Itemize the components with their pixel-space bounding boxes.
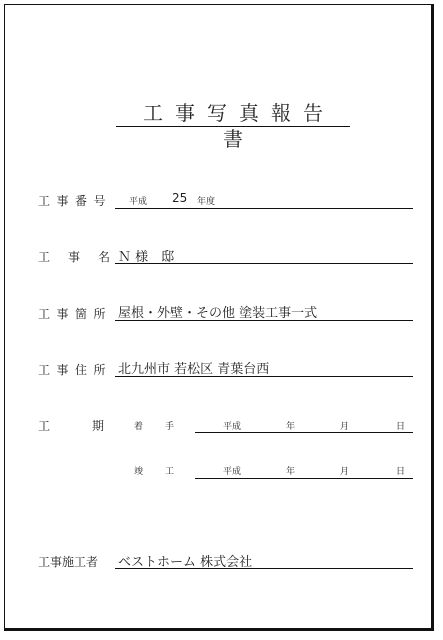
period-end-year-unit: 年 — [286, 467, 296, 477]
period-start-day-unit: 日 — [396, 422, 406, 432]
construction-name-label: 工事名 — [38, 250, 129, 264]
construction-location-line — [115, 320, 413, 321]
period-start-label: 着手 — [134, 422, 197, 432]
period-end-day-unit: 日 — [396, 467, 406, 477]
construction-name-value: Ｎ 様 邸 — [118, 250, 175, 265]
construction-number-line — [115, 208, 413, 209]
contractor-label: 工事施工者 — [38, 555, 99, 569]
construction-number-year: 25 — [172, 191, 188, 205]
contractor-line — [115, 568, 413, 569]
period-start-year-unit: 年 — [286, 422, 296, 432]
construction-number-era: 平成 — [129, 197, 148, 207]
construction-location-label: 工事箇所 — [38, 307, 113, 321]
title-underline — [116, 126, 350, 127]
period-end-month-unit: 月 — [340, 467, 350, 477]
construction-number-label: 工事番号 — [38, 194, 113, 208]
period-end-label: 竣工 — [134, 467, 197, 477]
construction-address-line — [115, 376, 413, 377]
construction-number-suffix: 年度 — [197, 197, 216, 207]
period-end-era: 平成 — [223, 467, 242, 477]
contractor-value: ベストホーム 株式会社 — [118, 555, 253, 570]
period-start-month-unit: 月 — [340, 422, 350, 432]
construction-address-value: 北九州市 若松区 青葉台西 — [118, 362, 270, 377]
period-start-era: 平成 — [223, 422, 242, 432]
construction-location-value: 屋根・外壁・その他 塗装工事一式 — [118, 306, 318, 321]
construction-name-line — [115, 263, 413, 264]
construction-period-label: 工期 — [38, 419, 147, 433]
document-title: 工事写真報告書 — [143, 101, 335, 151]
construction-address-label: 工事住所 — [38, 363, 113, 377]
period-start-line — [195, 432, 413, 433]
period-end-line — [195, 478, 413, 479]
